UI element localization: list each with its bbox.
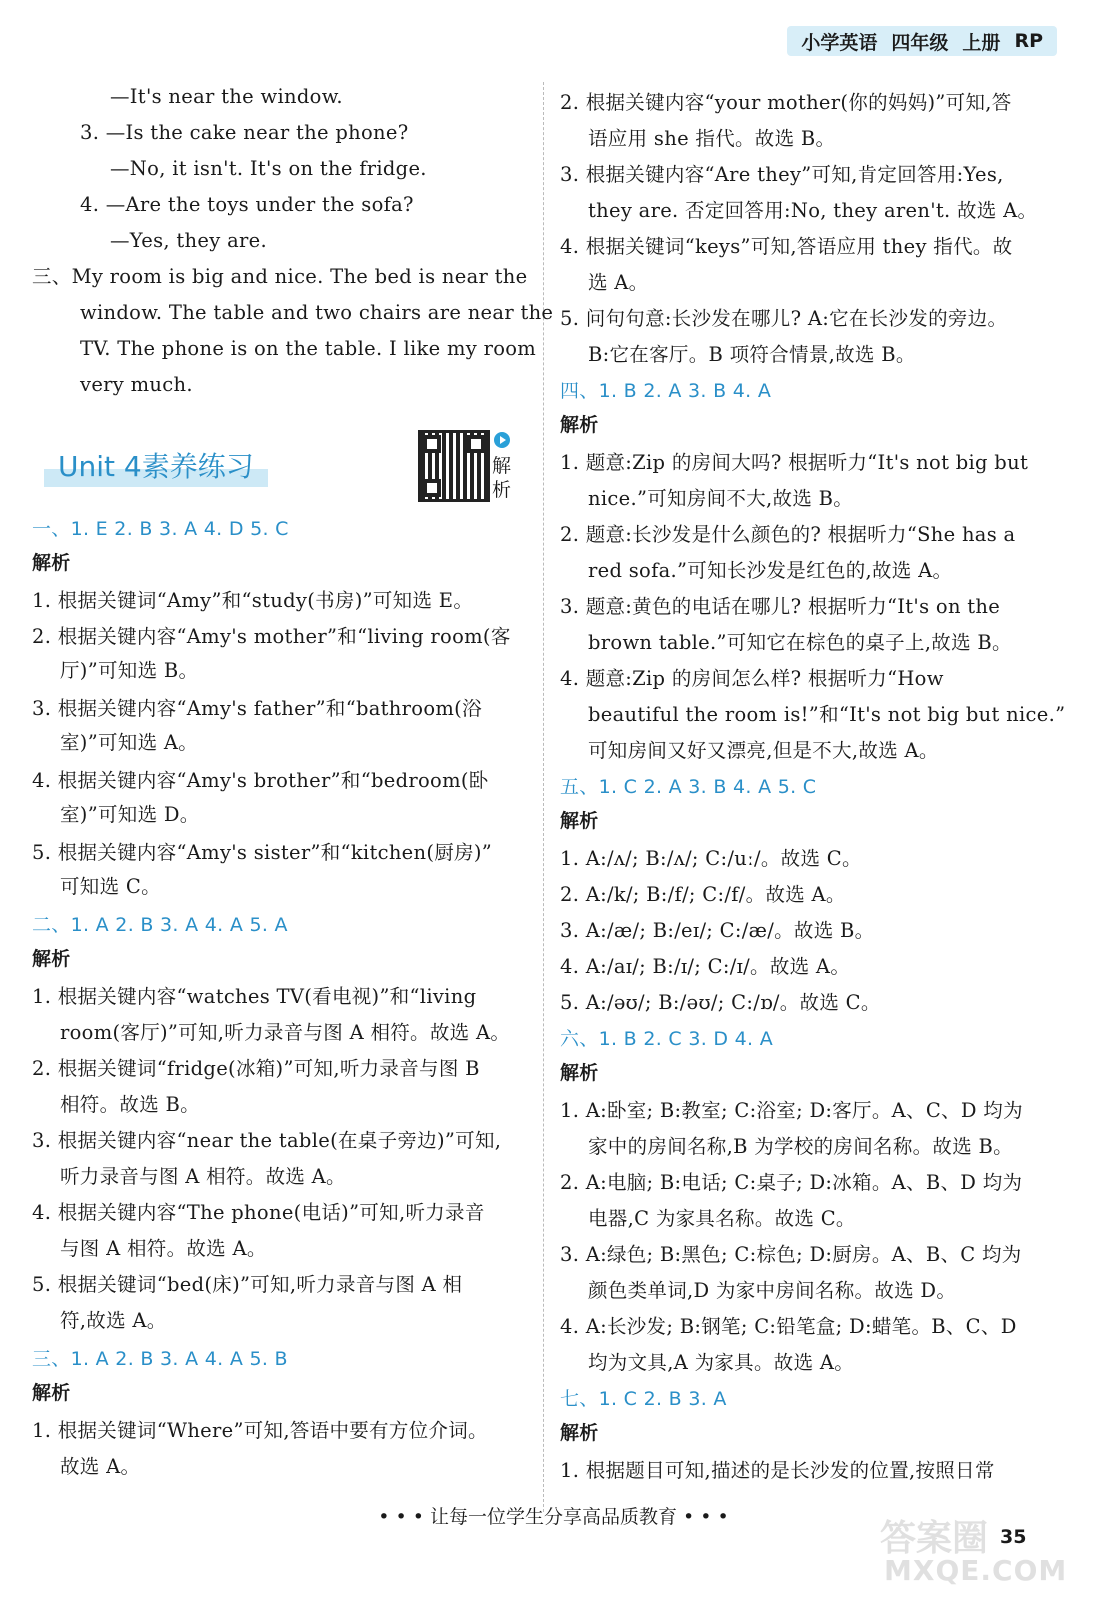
section-heading: 解析	[560, 810, 599, 832]
text-line: 可知选 C。	[60, 875, 161, 898]
text-line: 3. 根据关键内容“Amy's father”和“bathroom(浴	[32, 697, 482, 720]
text-line: 3. 题意:黄色的电话在哪儿? 根据听力“It's on the	[560, 595, 1001, 618]
section-heading: 解析	[32, 552, 71, 574]
section-heading: 解析	[560, 1062, 599, 1084]
text-line: brown table.”可知它在棕色的桌子上,故选 B。	[588, 631, 1012, 654]
text-line: 3. A:绿色; B:黑色; C:棕色; D:厨房。A、B、C 均为	[560, 1243, 1022, 1266]
play-icon[interactable]	[494, 432, 510, 448]
answer-key-line: 一、1. E 2. B 3. A 4. D 5. C	[32, 518, 289, 540]
text-line: 2. 根据关键词“fridge(冰箱)”可知,听力录音与图 B	[32, 1057, 480, 1080]
footer-slogan: • • • 让每一位学生分享高品质教育 • • •	[378, 1506, 729, 1528]
text-line: 1. 根据题目可知,描述的是长沙发的位置,按照日常	[560, 1459, 995, 1482]
header-grade: 四年级	[891, 31, 949, 54]
text-line: 相符。故选 B。	[60, 1093, 200, 1116]
text-line: 5. 根据关键内容“Amy's sister”和“kitchen(厨房)”	[32, 841, 493, 864]
unit-title: Unit 4素养练习	[44, 447, 268, 487]
answer-key-line: 二、1. A 2. B 3. A 4. A 5. A	[32, 914, 288, 936]
answer-key-line: 五、1. C 2. A 3. B 4. A 5. C	[560, 776, 817, 798]
section-heading: 解析	[560, 414, 599, 436]
text-line: 颜色类单词,D 为家中房间名称。故选 D。	[588, 1279, 957, 1302]
column-divider	[543, 82, 544, 1512]
text-line: they are. 否定回答用:No, they aren't. 故选 A。	[588, 199, 1038, 222]
header-subject: 小学英语	[801, 31, 878, 54]
text-line: 均为文具,A 为家具。故选 A。	[588, 1351, 855, 1374]
qr-code-icon[interactable]	[418, 430, 490, 502]
text-line: 与图 A 相符。故选 A。	[60, 1237, 267, 1260]
page-number: 35	[1000, 1526, 1027, 1548]
text-line: 4. —Are the toys under the sofa?	[80, 193, 414, 216]
section-heading: 解析	[32, 1382, 71, 1404]
text-line: 1. 根据关键词“Where”可知,答语中要有方位介词。	[32, 1419, 488, 1442]
text-line: 1. 根据关键内容“watches TV(看电视)”和“living	[32, 985, 477, 1008]
answer-key-line: 三、1. A 2. B 3. A 4. A 5. B	[32, 1348, 288, 1370]
text-line: 厅)”可知选 B。	[60, 659, 199, 682]
text-line: 2. A:电脑; B:电话; C:桌子; D:冰箱。A、B、D 均为	[560, 1171, 1023, 1194]
text-line: —Yes, they are.	[110, 229, 267, 252]
text-line: 4. A:长沙发; B:钢笔; C:铅笔盒; D:蜡笔。B、C、D	[560, 1315, 1017, 1338]
text-line: 2. 根据关键内容“Amy's mother”和“living room(客	[32, 625, 511, 648]
text-line: 2. 题意:长沙发是什么颜色的? 根据听力“She has a	[560, 523, 1016, 546]
text-line: 2. A:/k/; B:/f/; C:/f/。故选 A。	[560, 883, 846, 906]
watermark-text: 答案圈	[880, 1518, 989, 1559]
answer-key-line: 四、1. B 2. A 3. B 4. A	[560, 380, 772, 402]
text-line: 故选 A。	[60, 1455, 141, 1478]
watermark-logo	[880, 1510, 1080, 1590]
text-line: 3. 根据关键内容“near the table(在桌子旁边)”可知,	[32, 1129, 502, 1152]
text-line: 1. A:卧室; B:教室; C:浴室; D:客厅。A、C、D 均为	[560, 1099, 1023, 1122]
text-line: 1. 根据关键词“Amy”和“study(书房)”可知选 E。	[32, 589, 474, 612]
header-edition: RP	[1014, 30, 1043, 52]
text-line: window. The table and two chairs are near the	[80, 301, 554, 324]
text-line: 电器,C 为家具名称。故选 C。	[588, 1207, 856, 1230]
text-line: 3. —Is the cake near the phone?	[80, 121, 409, 144]
text-line: 1. A:/ʌ/; B:/ʌ/; C:/uː/。故选 C。	[560, 847, 862, 870]
text-line: 三、My room is big and nice. The bed is near the	[32, 265, 528, 288]
text-line: 室)”可知选 A。	[60, 731, 199, 754]
header-term: 上册	[962, 31, 1001, 54]
text-line: 2. 根据关键内容“your mother(你的妈妈)”可知,答	[560, 91, 1012, 114]
page-header	[787, 26, 1057, 56]
qr-label: 解析	[492, 455, 512, 501]
text-line: TV. The phone is on the table. I like my room	[80, 337, 537, 360]
text-line: 3. 根据关键内容“Are they”可知,肯定回答用:Yes,	[560, 163, 1004, 186]
text-line: 5. 问句句意:长沙发在哪儿? A:它在长沙发的旁边。	[560, 307, 1008, 330]
text-line: 4. 根据关键内容“Amy's brother”和“bedroom(卧	[32, 769, 489, 792]
text-line: 5. A:/əʊ/; B:/əʊ/; C:/ɒ/。故选 C。	[560, 991, 881, 1014]
answer-key-line: 七、1. C 2. B 3. A	[560, 1388, 727, 1410]
text-line: 4. 根据关键内容“The phone(电话)”可知,听力录音	[32, 1201, 485, 1224]
text-line: 3. A:/æ/; B:/eɪ/; C:/æ/。故选 B。	[560, 919, 875, 942]
text-line: 可知房间又好又漂亮,但是不大,故选 A。	[588, 739, 939, 762]
text-line: nice.”可知房间不大,故选 B。	[588, 487, 854, 510]
text-line: 4. 根据关键词“keys”可知,答语应用 they 指代。故	[560, 235, 1013, 258]
text-line: —No, it isn't. It's on the fridge.	[110, 157, 427, 180]
text-line: 1. 题意:Zip 的房间大吗? 根据听力“It's not big but	[560, 451, 1029, 474]
text-line: 5. 根据关键词“bed(床)”可知,听力录音与图 A 相	[32, 1273, 463, 1296]
section-heading: 解析	[560, 1422, 599, 1444]
answer-key-line: 六、1. B 2. C 3. D 4. A	[560, 1028, 774, 1050]
text-line: 4. A:/aɪ/; B:/ɪ/; C:/ɪ/。故选 A。	[560, 955, 851, 978]
text-line: beautiful the room is!”和“It's not big but nice.”	[588, 703, 1066, 726]
text-line: 室)”可知选 D。	[60, 803, 200, 826]
text-line: 家中的房间名称,B 为学校的房间名称。故选 B。	[588, 1135, 1013, 1158]
text-line: —It's near the window.	[110, 85, 343, 108]
text-line: 符,故选 A。	[60, 1309, 167, 1332]
text-line: very much.	[80, 373, 193, 396]
text-line: red sofa.”可知长沙发是红色的,故选 A。	[588, 559, 953, 582]
watermark-url: MXQE.COM	[884, 1554, 1068, 1587]
text-line: 选 A。	[588, 271, 649, 294]
section-heading: 解析	[32, 948, 71, 970]
text-line: B:它在客厅。B 项符合情景,故选 B。	[588, 343, 916, 366]
text-line: 语应用 she 指代。故选 B。	[588, 127, 836, 150]
text-line: 4. 题意:Zip 的房间怎么样? 根据听力“How	[560, 667, 944, 690]
text-line: 听力录音与图 A 相符。故选 A。	[60, 1165, 346, 1188]
text-line: room(客厅)”可知,听力录音与图 A 相符。故选 A。	[60, 1021, 511, 1044]
